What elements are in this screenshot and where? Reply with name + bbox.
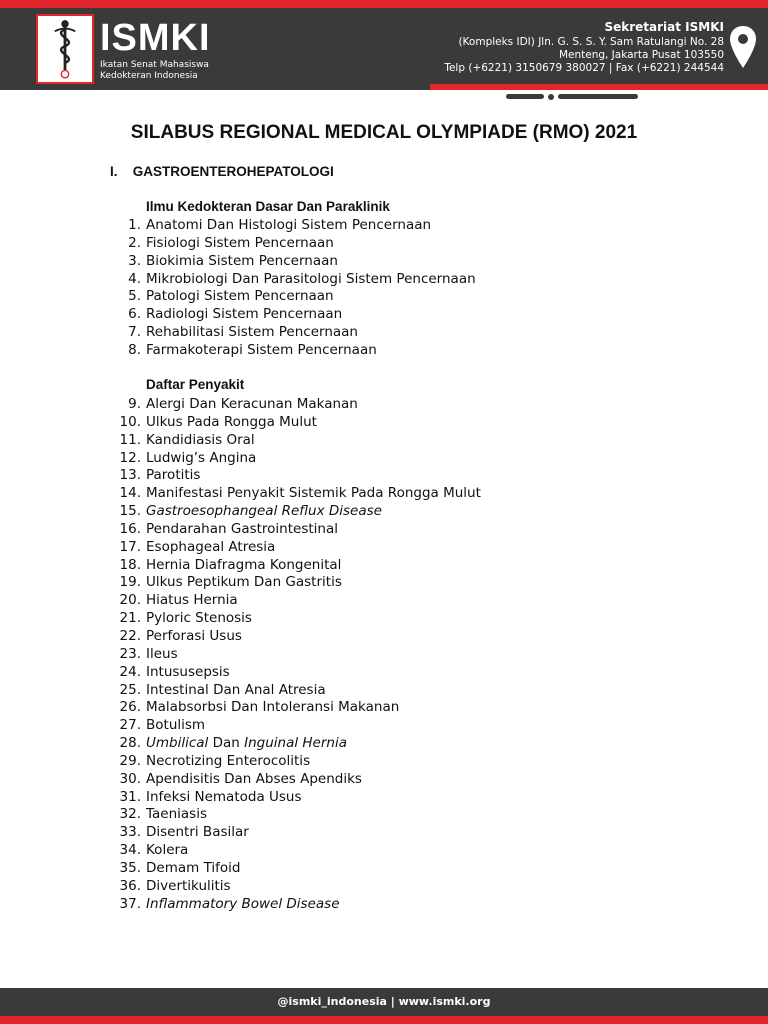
- list-item: [110, 271, 630, 289]
- footer-social-links: @ismki_indonesia | www.ismki.org: [277, 995, 491, 1008]
- item-text-italic-2: Inguinal Hernia: [244, 735, 347, 752]
- item-text: Botulism: [146, 717, 206, 734]
- list-item: [110, 699, 630, 717]
- item-text: Hiatus Hernia: [146, 592, 238, 609]
- item-number: 19.: [119, 574, 141, 591]
- item-text: Malabsorbsi Dan Intoleransi Makanan: [146, 699, 400, 716]
- item-text: Kolera: [146, 842, 189, 859]
- item-number: 3.: [128, 252, 141, 269]
- list-item: [110, 664, 630, 682]
- item-number: 6.: [128, 306, 141, 323]
- item-number: 4.: [128, 270, 141, 287]
- list-item: [110, 288, 630, 306]
- item-text: Biokimia Sistem Pencernaan: [146, 252, 338, 269]
- list-item: [110, 396, 630, 414]
- item-number: 18.: [119, 556, 141, 573]
- list-item: [110, 842, 630, 860]
- item-number: 17.: [119, 538, 141, 555]
- item-number: 22.: [119, 627, 141, 644]
- item-number: 12.: [119, 449, 141, 466]
- address-line-1: (Kompleks IDI) Jln. G. S. S. Y. Sam Ratulangi No. 28: [458, 36, 724, 48]
- item-number: 1.: [128, 217, 141, 233]
- item-number: 14.: [119, 485, 141, 502]
- decorative-dash-left: [506, 94, 544, 99]
- list-item: [110, 235, 630, 253]
- list-item: [110, 682, 630, 700]
- item-number: 35.: [119, 859, 141, 876]
- item-number: 31.: [119, 788, 141, 805]
- item-text: Inflammatory Bowel Disease: [146, 895, 340, 912]
- item-text: Fisiologi Sistem Pencernaan: [146, 234, 334, 251]
- section-heading: [110, 164, 334, 179]
- brand-subtitle: [100, 60, 240, 82]
- item-number: 27.: [119, 717, 141, 734]
- list-item: [110, 806, 630, 824]
- list-item: [110, 646, 630, 664]
- subsection-heading-disease-list: Daftar Penyakit: [146, 377, 245, 392]
- location-pin-icon: [728, 24, 758, 70]
- disease-list: [110, 396, 630, 913]
- item-number: 30.: [119, 770, 141, 787]
- item-text: Radiologi Sistem Pencernaan: [146, 306, 343, 323]
- address-line-2: Menteng, Jakarta Pusat 103550: [558, 49, 724, 61]
- item-number: 20.: [119, 592, 141, 609]
- item-text: Mikrobiologi Dan Parasitologi Sistem Pencernaan: [146, 270, 476, 287]
- item-number: 34.: [119, 842, 141, 859]
- item-text: Disentri Basilar: [146, 824, 249, 841]
- item-number: 8.: [128, 341, 141, 358]
- item-text: Intususepsis: [146, 663, 230, 680]
- list-item: [110, 860, 630, 878]
- list-item: [110, 557, 630, 575]
- list-item: [110, 342, 630, 360]
- item-text: Alergi Dan Keracunan Makanan: [146, 396, 358, 412]
- list-item: [110, 592, 630, 610]
- item-number: 5.: [128, 288, 141, 305]
- list-item: [110, 771, 630, 789]
- list-item: [110, 432, 630, 450]
- item-text: Perforasi Usus: [146, 627, 242, 644]
- list-item: [110, 753, 630, 771]
- item-number: 13.: [119, 467, 141, 484]
- item-number: 9.: [128, 396, 141, 412]
- item-text-italic-1: Umbilical: [146, 735, 209, 752]
- list-item: [110, 450, 630, 468]
- item-text: Apendisitis Dan Abses Apendiks: [146, 770, 362, 787]
- item-number: 2.: [128, 234, 141, 251]
- item-number: 33.: [119, 824, 141, 841]
- item-text: Infeksi Nematoda Usus: [146, 788, 302, 805]
- item-number: 28.: [119, 735, 141, 752]
- list-item: [110, 414, 630, 432]
- item-number: 16.: [119, 520, 141, 537]
- section-title: GASTROENTEROHEPATOLOGI: [132, 164, 334, 179]
- footer-accent-bar: [0, 1016, 768, 1024]
- item-text: Gastroesophangeal Reflux Disease: [146, 503, 382, 520]
- ismki-logo: [36, 14, 94, 84]
- item-number: 36.: [119, 877, 141, 894]
- document-title: SILABUS REGIONAL MEDICAL OLYMPIADE (RMO) 2021: [130, 122, 638, 143]
- item-number: 15.: [119, 503, 141, 520]
- item-text: Anatomi Dan Histologi Sistem Pencernaan: [146, 217, 432, 233]
- item-number: 7.: [128, 324, 141, 341]
- list-item: [110, 789, 630, 807]
- section-number: I.: [110, 164, 118, 179]
- item-number: 21.: [119, 610, 141, 627]
- item-text: Farmakoterapi Sistem Pencernaan: [146, 341, 377, 358]
- list-item: [110, 521, 630, 539]
- item-text: Patologi Sistem Pencernaan: [146, 288, 334, 305]
- item-text: Intestinal Dan Anal Atresia: [146, 681, 326, 698]
- contact-line: Telp (+6221) 3150679 380027 | Fax (+6221) 244544: [444, 62, 724, 74]
- item-text: Manifestasi Penyakit Sistemik Pada Rongga Mulut: [146, 485, 481, 502]
- list-item: [110, 306, 630, 324]
- list-item: [110, 717, 630, 735]
- subsection-heading-basic-sciences: Ilmu Kedokteran Dasar Dan Paraklinik: [146, 199, 390, 214]
- decorative-dash-right: [558, 94, 638, 99]
- item-text: [146, 735, 347, 753]
- item-text: Ileus: [146, 645, 178, 662]
- list-item: [110, 324, 630, 342]
- list-item: [110, 217, 630, 235]
- item-text: Ludwig’s Angina: [146, 449, 257, 466]
- item-text-connector: Dan: [208, 735, 245, 752]
- item-text: Ulkus Pada Rongga Mulut: [146, 413, 317, 430]
- item-text: Hernia Diafragma Kongenital: [146, 556, 342, 573]
- item-text: Divertikulitis: [146, 877, 231, 894]
- list-item: [110, 824, 630, 842]
- brand-name: ISMKI: [100, 17, 211, 59]
- item-text: Pyloric Stenosis: [146, 610, 252, 627]
- list-item: [110, 467, 630, 485]
- item-number: 10.: [119, 413, 141, 430]
- header-accent-bar-top: [0, 0, 768, 8]
- list-item: [110, 628, 630, 646]
- item-text: Kandidiasis Oral: [146, 431, 255, 448]
- item-number: 26.: [119, 699, 141, 716]
- item-number: 25.: [119, 681, 141, 698]
- list-item: [110, 574, 630, 592]
- brand-subtitle-line-2: Kedokteran Indonesia: [100, 71, 198, 81]
- item-number: 24.: [119, 663, 141, 680]
- item-text: Ulkus Peptikum Dan Gastritis: [146, 574, 342, 591]
- list-item: [110, 503, 630, 521]
- item-number: 11.: [119, 431, 141, 448]
- brand-subtitle-line-1: Ikatan Senat Mahasiswa: [100, 60, 209, 70]
- caduceus-icon: [38, 16, 92, 82]
- item-number: 37.: [119, 895, 141, 912]
- item-text: Demam Tifoid: [146, 859, 241, 876]
- item-number: 29.: [119, 752, 141, 769]
- header-accent-bar-bottom: [430, 84, 768, 90]
- list-item: [110, 539, 630, 557]
- item-number: 23.: [119, 645, 141, 662]
- list-item: [110, 896, 630, 914]
- secretariat-title: Sekretariat ISMKI: [604, 20, 724, 34]
- decorative-dot: [548, 94, 554, 100]
- item-text: Pendarahan Gastrointestinal: [146, 520, 338, 537]
- item-number: 32.: [119, 806, 141, 823]
- item-text: Parotitis: [146, 467, 201, 484]
- list-item: [110, 485, 630, 503]
- list-item: [110, 253, 630, 271]
- item-text: Esophageal Atresia: [146, 538, 276, 555]
- item-text: Taeniasis: [146, 806, 207, 823]
- list-item: [110, 735, 630, 753]
- list-item: [110, 878, 630, 896]
- basic-sciences-list: [110, 217, 630, 360]
- item-text: Necrotizing Enterocolitis: [146, 752, 311, 769]
- list-item: [110, 610, 630, 628]
- item-text: Rehabilitasi Sistem Pencernaan: [146, 324, 358, 341]
